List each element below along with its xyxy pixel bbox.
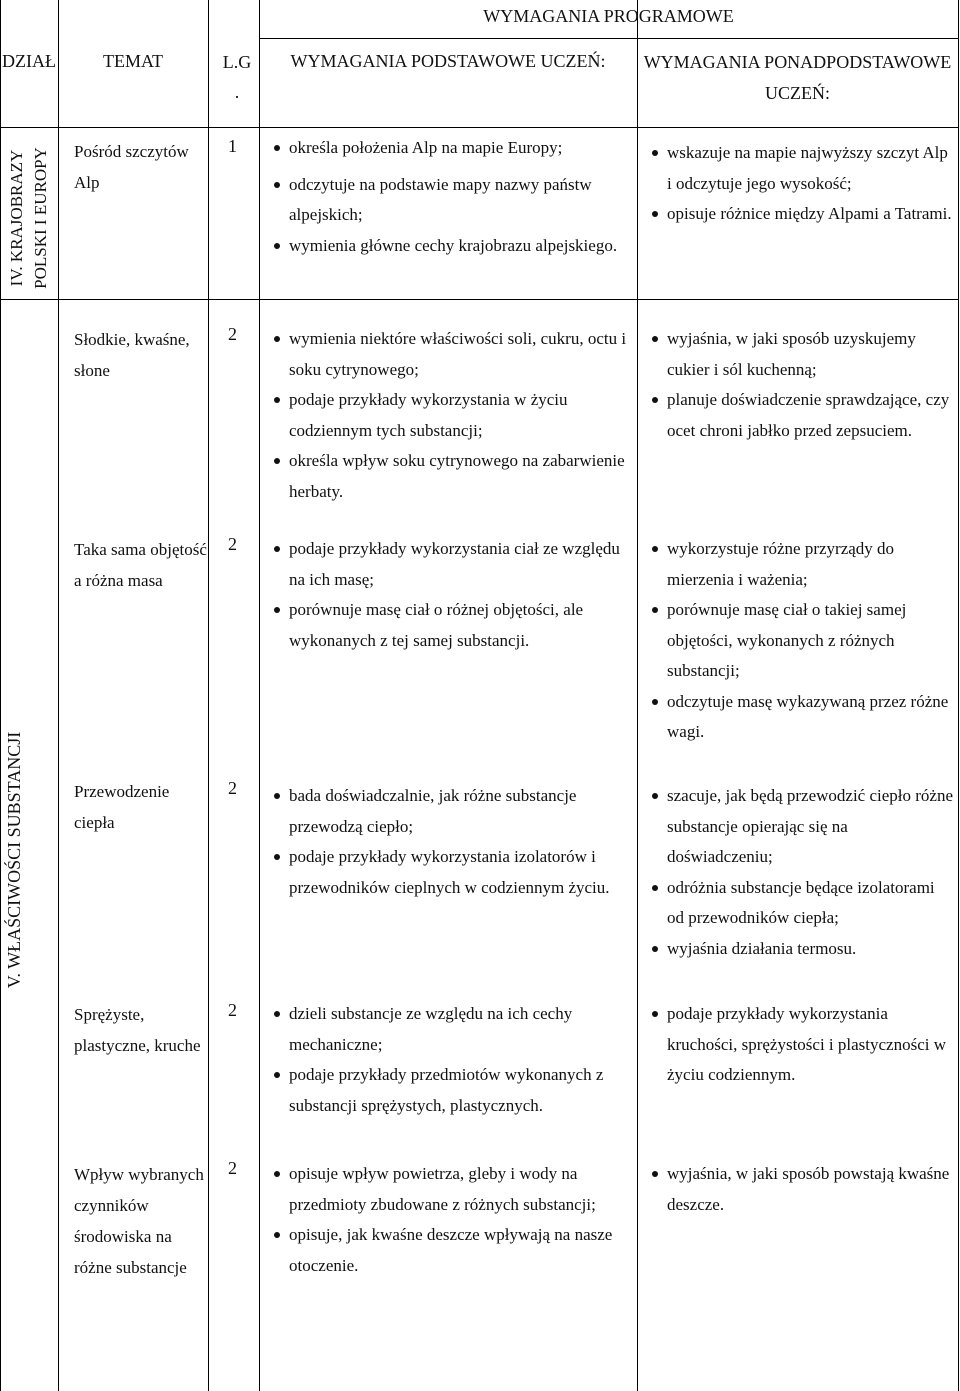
list-item: [274, 781, 638, 842]
table-border-left: [0, 0, 1, 1391]
column-divider: [259, 0, 260, 1391]
requirement-text: odczytuje masę wykazywaną przez różne wagi.: [667, 691, 949, 741]
list-item: [274, 170, 638, 231]
list-item: [652, 999, 954, 1091]
header-divider: [259, 38, 958, 39]
requirement-text: opisuje, jak kwaśne deszcze wpływają na nasze otoczenie.: [289, 1225, 613, 1275]
topic-same-volume: Taka sama objętość a różna masa: [74, 540, 207, 590]
lesson-hours: 1: [228, 136, 237, 156]
requirement-text: szacuje, jak będą przewodzić ciepło różne substancje opierając się na doświadczeniu;: [667, 786, 954, 866]
lesson-hours-header: L.G .: [222, 52, 252, 102]
list-item: [652, 1159, 954, 1220]
basic-requirements-list: [274, 324, 638, 507]
bullet-icon: [274, 793, 280, 799]
topic-header: TEMAT: [103, 51, 163, 71]
advanced-requirements-list: [652, 138, 954, 230]
basic-requirements-list: [274, 999, 638, 1121]
header-bottom-border: [0, 127, 958, 128]
requirement-text: wymienia główne cechy krajobrazu alpejskiego.: [289, 235, 618, 255]
lesson-hours: 2: [228, 324, 237, 344]
requirement-text: określa położenia Alp na mapie Europy;: [289, 138, 563, 157]
section-title-line: POLSKI I EUROPY: [31, 147, 50, 289]
requirement-text: określa wpływ soku cytrynowego na zabarwienie herbaty.: [289, 451, 625, 501]
topic-sweet-sour-salty: Słodkie, kwaśne, słone: [74, 330, 190, 380]
list-item: [652, 138, 954, 199]
lesson-hours: 2: [228, 1000, 237, 1020]
requirement-text: wskazuje na mapie najwyższy szczyt Alp i odczytuje jego wysokość;: [667, 143, 948, 193]
section-title-landscapes: [5, 147, 53, 289]
requirement-text: podaje przykłady wykorzystania izolatorów i przewodników cieplnych w codziennym życiu.: [289, 847, 610, 897]
list-item: [274, 595, 638, 656]
list-item: [274, 385, 638, 446]
requirement-text: podaje przykłady wykorzystania kruchości, sprężystości i plastyczności w życiu codziennym.: [667, 1004, 947, 1084]
bullet-icon: [652, 699, 658, 705]
requirement-text: podaje przykłady wykorzystania w życiu codziennym tych substancji;: [289, 390, 568, 440]
bullet-icon: [652, 1011, 658, 1017]
basic-requirements-header: WYMAGANIA PODSTAWOWE UCZEŃ:: [290, 51, 606, 71]
requirement-text: wymienia niektóre właściwości soli, cukru, octu i soku cytrynowego;: [289, 329, 627, 379]
bullet-icon: [274, 243, 280, 249]
list-item: [652, 534, 954, 595]
requirement-text: podaje przykłady przedmiotów wykonanych z substancji sprężystych, plastycznych.: [289, 1065, 604, 1115]
bullet-icon: [274, 1232, 280, 1238]
list-item: [652, 595, 954, 687]
bullet-icon: [652, 336, 658, 342]
bullet-icon: [652, 946, 658, 952]
requirement-text: opisuje wpływ powietrza, gleby i wody na przedmioty zbudowane z różnych substancji;: [289, 1164, 596, 1214]
topic-alps: Pośród szczytów Alp: [74, 142, 189, 192]
list-item: [274, 133, 638, 164]
list-item: [274, 1220, 638, 1281]
bullet-icon: [274, 607, 280, 613]
bullet-icon: [652, 397, 658, 403]
lesson-hours: 2: [228, 1158, 237, 1178]
list-item: [274, 842, 638, 903]
advanced-requirements-list: [652, 1159, 954, 1220]
bullet-icon: [652, 211, 658, 217]
list-item: [274, 1159, 638, 1220]
requirement-text: odczytuje na podstawie mapy nazwy państw alpejskich;: [289, 174, 592, 224]
list-item: [652, 199, 954, 230]
bullet-icon: [274, 1011, 280, 1017]
lesson-hours: 2: [228, 534, 237, 554]
bullet-icon: [274, 546, 280, 552]
bullet-icon: [274, 145, 280, 151]
requirement-text: porównuje masę ciał o takiej samej objętości, wykonanych z różnych substancji;: [667, 600, 907, 680]
topic-heat-conduction: Przewodzenie ciepła: [74, 782, 170, 832]
section-divider: [0, 299, 958, 300]
column-divider: [58, 0, 59, 1391]
section-title-line: V. WŁAŚCIWOŚCI SUBSTANCJI: [4, 731, 24, 989]
requirement-text: dzieli substancje ze względu na ich cechy mechaniczne;: [289, 1004, 573, 1054]
requirement-text: podaje przykłady wykorzystania ciał ze względu na ich masę;: [289, 539, 620, 589]
bullet-icon: [274, 458, 280, 464]
basic-requirements-list: [274, 781, 638, 903]
list-item: [652, 687, 954, 748]
bullet-icon: [652, 150, 658, 156]
list-item: [274, 999, 638, 1060]
lesson-hours: 2: [228, 778, 237, 798]
section-header: DZIAŁ: [2, 51, 56, 71]
basic-requirements-list: [274, 1159, 638, 1281]
list-item: [274, 231, 638, 262]
advanced-requirements-list: [652, 781, 954, 964]
list-item: [274, 324, 638, 385]
list-item: [274, 446, 638, 507]
requirement-text: wyjaśnia działania termosu.: [667, 938, 857, 958]
basic-requirements-list: [274, 534, 638, 656]
list-item: [274, 1060, 638, 1121]
advanced-requirements-header: WYMAGANIA PONADPODSTAWOWE UCZEŃ:: [643, 52, 952, 103]
bullet-icon: [652, 793, 658, 799]
bullet-icon: [274, 854, 280, 860]
section-title-substances: [2, 732, 26, 988]
list-item: [652, 873, 954, 934]
requirement-text: porównuje masę ciał o różnej objętości, ale wykonanych z tej samej substancji.: [289, 600, 584, 650]
list-item: [652, 385, 954, 446]
advanced-requirements-list: [652, 534, 954, 748]
bullet-icon: [652, 1171, 658, 1177]
section-title-line: IV. KRAJOBRAZY: [7, 149, 26, 287]
bullet-icon: [274, 1171, 280, 1177]
requirement-text: planuje doświadczenie sprawdzające, czy ocet chroni jabłko przed zepsuciem.: [667, 390, 950, 440]
list-item: [652, 781, 954, 873]
advanced-requirements-list: [652, 999, 954, 1091]
requirement-text: wyjaśnia, w jaki sposób uzyskujemy cukier i sól kuchenną;: [667, 329, 916, 379]
bullet-icon: [652, 607, 658, 613]
requirement-text: bada doświadczalnie, jak różne substancje przewodzą ciepło;: [289, 786, 577, 836]
requirement-text: wyjaśnia, w jaki sposób powstają kwaśne deszcze.: [667, 1164, 950, 1214]
bullet-icon: [652, 546, 658, 552]
program-requirements-header: WYMAGANIA PROGRAMOWE: [483, 6, 734, 26]
topic-environment-factors: Wpływ wybranych czynników środowiska na różne substancje: [74, 1165, 204, 1277]
bullet-icon: [274, 1072, 280, 1078]
bullet-icon: [274, 336, 280, 342]
advanced-requirements-list: [652, 324, 954, 446]
bullet-icon: [652, 885, 658, 891]
bullet-icon: [274, 397, 280, 403]
basic-requirements-list: [274, 133, 638, 261]
topic-elastic-plastic-brittle: Sprężyste, plastyczne, kruche: [74, 1005, 201, 1055]
list-item: [652, 324, 954, 385]
list-item: [274, 534, 638, 595]
requirement-text: odróżnia substancje będące izolatorami od przewodników ciepła;: [667, 877, 935, 927]
list-item: [652, 934, 954, 965]
requirement-text: opisuje różnice między Alpami a Tatrami.: [667, 204, 952, 223]
requirement-text: wykorzystuje różne przyrządy do mierzenia i ważenia;: [667, 539, 895, 589]
bullet-icon: [274, 182, 280, 188]
table-border-right: [958, 0, 959, 1391]
